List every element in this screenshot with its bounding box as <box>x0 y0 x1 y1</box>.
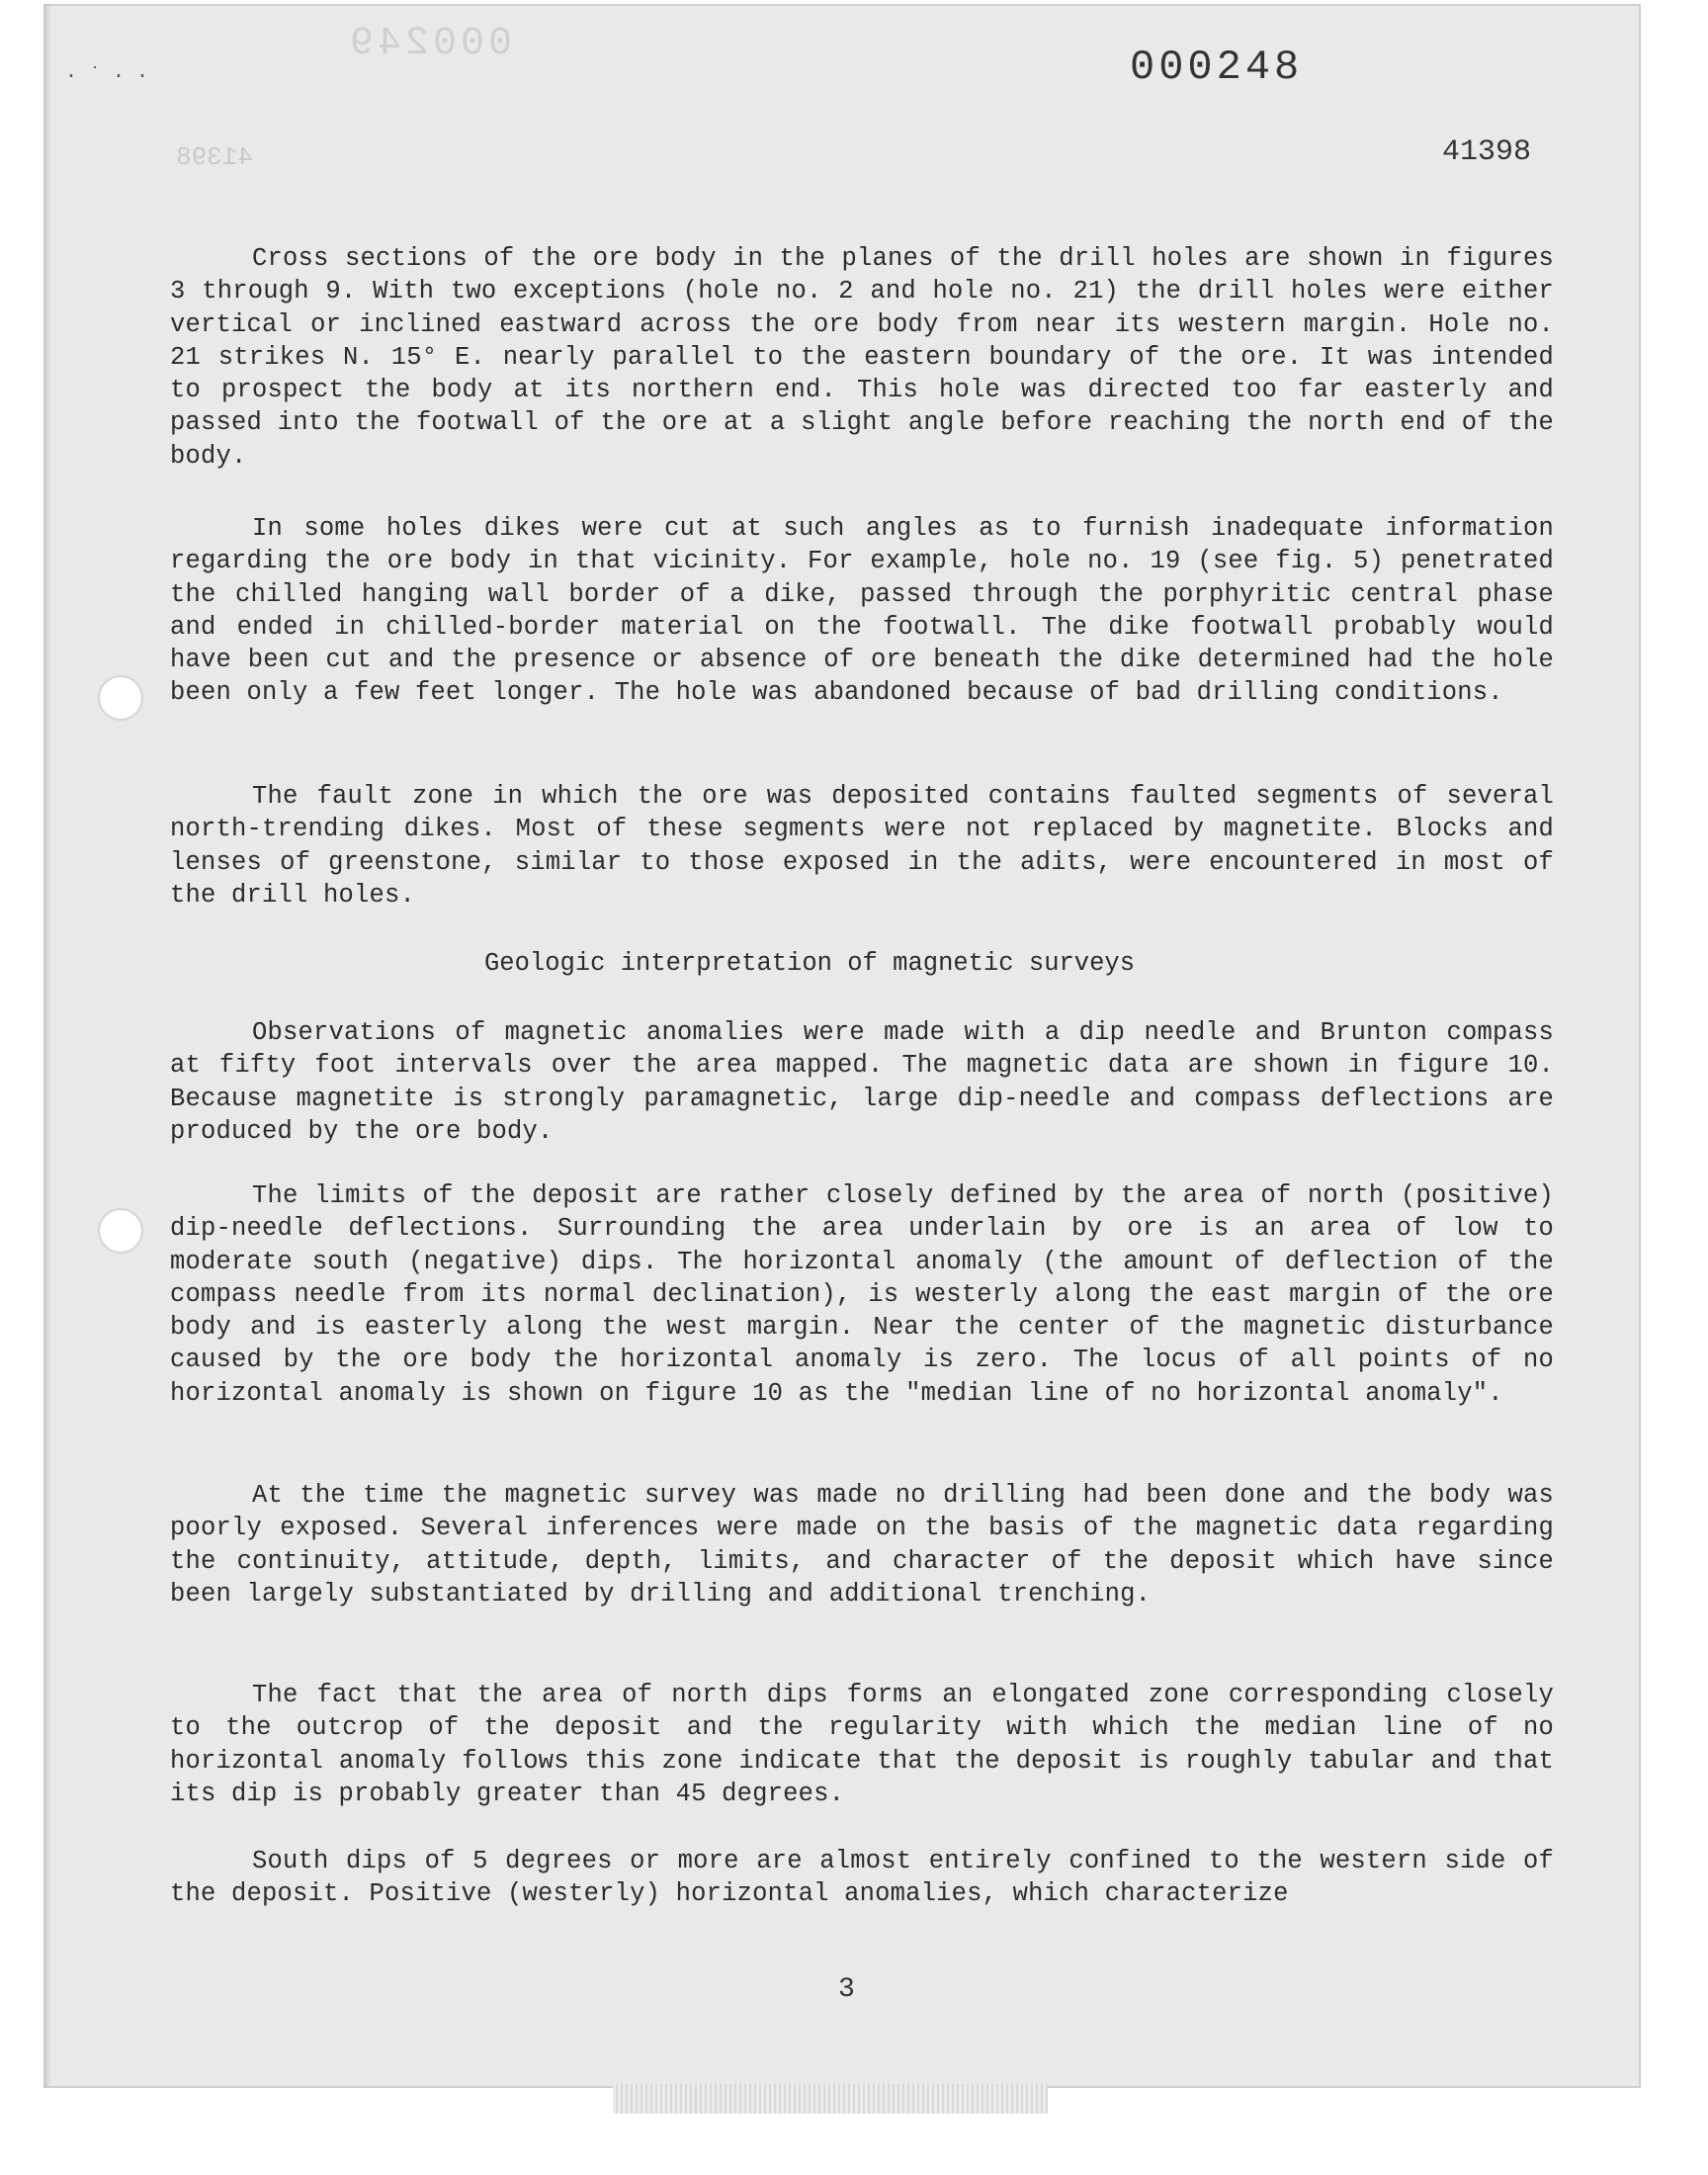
bleed-through-number: 000249 <box>346 22 513 66</box>
paragraph-dikes: In some holes dikes were cut at such angles as to furnish inadequate information regarding the ore body in that vicinity. For example, hole no. 19 (see fig. 5) penetrated the chilled hanging wall border of a dike, passed through the porphyritic central phase and ended in chilled-border material on the footwall. The dike footwall probably would have been cut and the presence or absence of ore beneath the dike determined had the hole been only a few feet longer. The hole was abandoned because of bad drilling conditions. <box>170 514 1554 708</box>
punch-hole-upper <box>98 675 143 721</box>
paragraph-survey-time: At the time the magnetic survey was made no drilling had been done and the body was poorly exposed. Several inferences were made on the basis of the magnetic data regarding the continuity, attitude, depth, limits, and character of the deposit which have since been largely substantiated by drilling and additional trenching. <box>170 1481 1554 1609</box>
paragraph-limits: The limits of the deposit are rather closely defined by the area of north (positive) dip-needle deflections. Surrounding the area underlain by ore is an area of low to moderate south (negative) dips. The horizontal anomaly (the amount of deflection of the compass needle from its normal declination), is westerly along the east margin of the ore body and is easterly along the west margin. Near the center of the magnetic disturbance caused by the ore body the horizontal anomaly is zero. The locus of all points of no horizontal anomaly is shown on figure 10 as the "median line of no horizontal anomaly". <box>170 1181 1554 1408</box>
bleed-through-ref: 41398 <box>176 142 254 172</box>
paragraph-fault-zone: The fault zone in which the ore was deposited contains faulted segments of several north-trending dikes. Most of these segments were not replaced by magnetite. Blocks and lenses of greenstone, similar to those exposed in the adits, were encountered in most of the drill holes. <box>170 782 1554 910</box>
document-number: 000248 <box>1130 44 1304 91</box>
paragraph-south-dips: South dips of 5 degrees or more are almost entirely confined to the western side of the deposit. Positive (westerly) horizontal anomalies, which characterize <box>170 1847 1554 1909</box>
punch-hole-lower <box>98 1208 143 1254</box>
scan-specks: · ˙ · · <box>65 65 149 88</box>
page-number: 3 <box>838 1974 855 2005</box>
scan-artifact-strip <box>613 2084 1048 2114</box>
paragraph-drill-holes: Cross sections of the ore body in the planes of the drill holes are shown in figures 3 through 9. With two exceptions (hole no. 2 and hole no. 21) the drill holes were either vertical or inclined eastward across the ore body from near its western margin. Hole no. 21 strikes N. 15° E. nearly parallel to the eastern boundary of the ore. It was intended to prospect the body at its northern end. This hole was directed too far easterly and passed into the footwall of the ore at a slight angle before reaching the north end of the body. <box>170 244 1554 471</box>
section-heading: Geologic interpretation of magnetic surveys <box>484 949 1136 978</box>
reference-number: 41398 <box>1442 135 1532 169</box>
paragraph-north-dips: The fact that the area of north dips forms an elongated zone corresponding closely to the outcrop of the deposit and the regularity with which the median line of no horizontal anomaly follows this zone indicate that the deposit is roughly tabular and that its dip is probably greater than 45 degrees. <box>170 1681 1554 1808</box>
paragraph-observations: Observations of magnetic anomalies were made with a dip needle and Brunton compass at fifty foot intervals over the area mapped. The magnetic data are shown in figure 10. Because magnetite is strongly paramagnetic, large dip-needle and compass deflections are produced by the ore body. <box>170 1018 1554 1146</box>
page-edge-shadow <box>43 4 51 2088</box>
